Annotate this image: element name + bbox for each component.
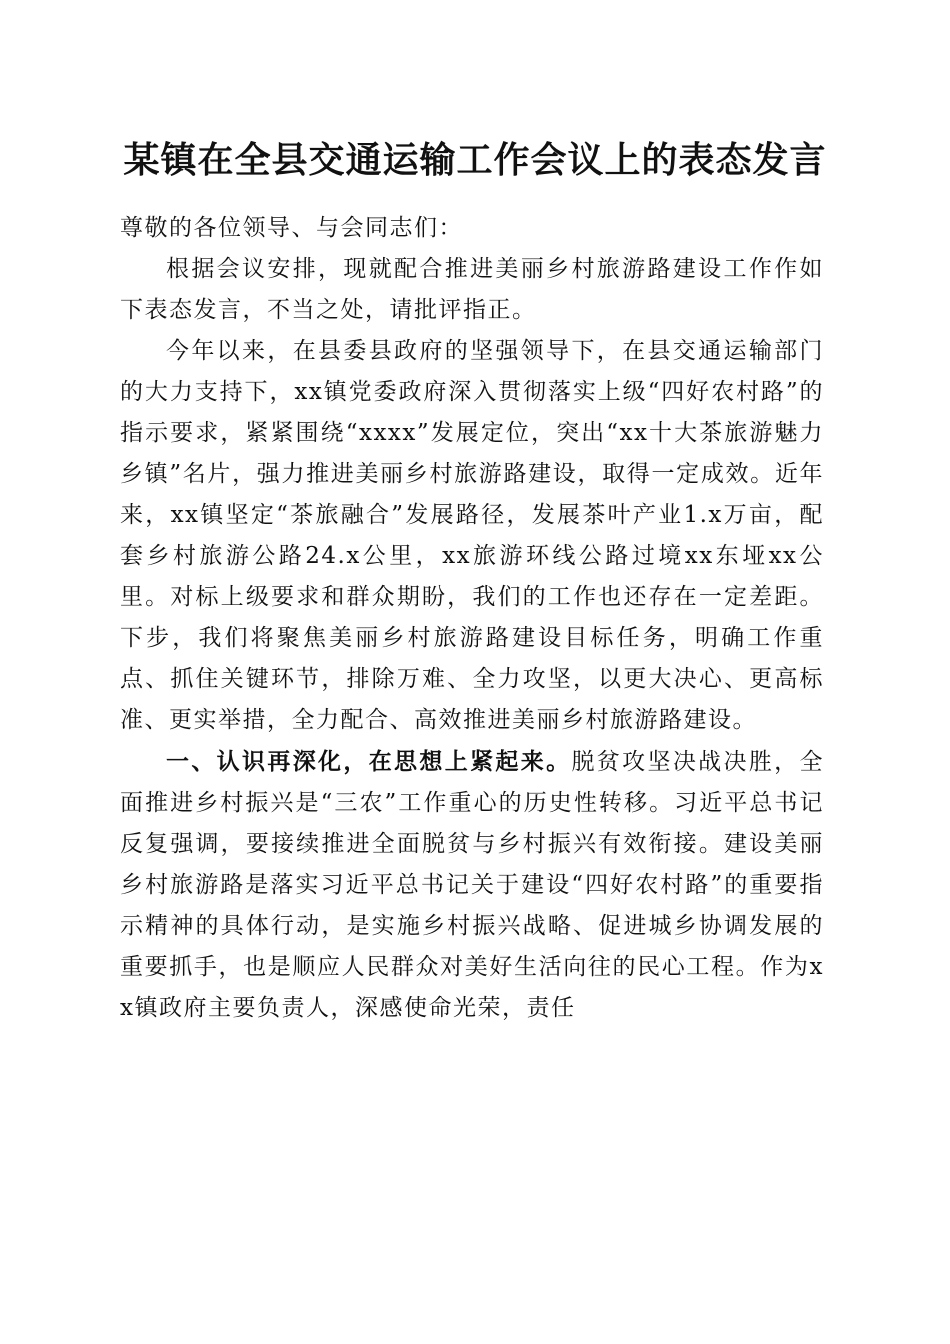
paragraph-text: 脱贫攻坚决战决胜，全面推进乡村振兴是“三农”工作重心的历史性转移。习近平总书记反复强调，要接续推进全面脱贫与乡村振兴有效衔接。建设美丽乡村旅游路是落实习近平总书记关于建设“四好农村路”的重要指示精神的具体行动，是实施乡村振兴战略、促进城乡协调发展的重要抓手，也是顺应人民群众对美好生活向往的民心工程。作为xx镇政府主要负责人，深感使命光荣，责任 — [120, 749, 825, 1021]
paragraph-overview — [120, 331, 824, 741]
document-title: 某镇在全县交通运输工作会议上的表态发言 — [123, 139, 827, 181]
paragraph-text: 根据会议安排，现就配合推进美丽乡村旅游路建设工作作如下表态发言，不当之处，请批评指正。 — [120, 256, 824, 323]
paragraph-section-one — [120, 741, 824, 1029]
paragraph-intro — [120, 249, 824, 331]
paragraph-text: 今年以来，在县委县政府的坚强领导下，在县交通运输部门的大力支持下，xx镇党委政府深入贯彻落实上级“四好农村路”的指示要求，紧紧围绕“xxxx”发展定位，突出“xx十大茶旅游魅力乡镇”名片，强力推进美丽乡村旅游路建设，取得一定成效。近年来，xx镇坚定“茶旅融合”发展路径，发展茶叶产业1.x万亩，配套乡村旅游公路24.x公里，xx旅游环线公路过境xx东垭xx公里。对标上级要求和群众期盼，我们的工作也还存在一定差距。下步，我们将聚焦美丽乡村旅游路建设目标任务，明确工作重点、抓住关键环节，排除万难、全力攻坚，以更大决心、更高标准、更实举措，全力配合、高效推进美丽乡村旅游路建设。 — [120, 338, 824, 733]
document-body — [120, 208, 824, 1029]
section-heading: 一、认识再深化，在思想上紧起来。 — [166, 748, 572, 775]
salutation: 尊敬的各位领导、与会同志们： — [120, 215, 463, 241]
